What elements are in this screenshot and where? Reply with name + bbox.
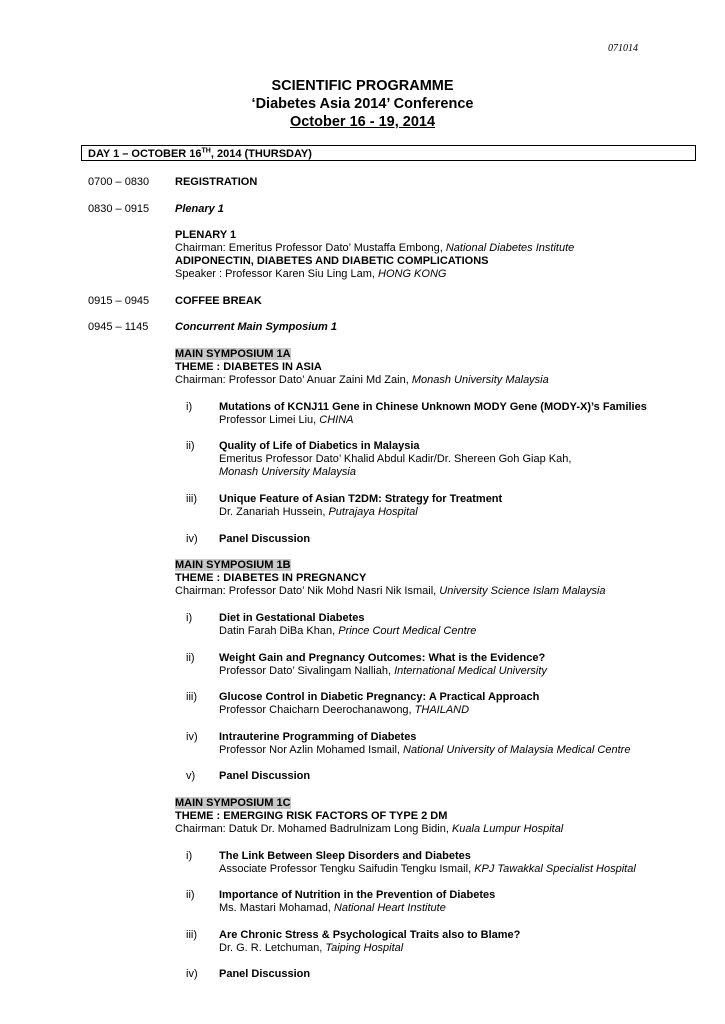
talk-title: Panel Discussion <box>219 968 311 980</box>
speaker-text: Ms. Mastari Mohamad, <box>219 902 334 914</box>
item-number: i) <box>186 401 193 413</box>
item-number: i) <box>186 612 193 624</box>
symposium-heading <box>175 348 291 360</box>
session-label: COFFEE BREAK <box>175 295 262 307</box>
day-prefix: DAY 1 – OCTOBER 16 <box>88 148 202 160</box>
talk-title: Diet in Gestational Diabetes <box>219 612 365 624</box>
day-header <box>81 145 696 161</box>
speaker-text: Speaker : Professor Karen Siu Ling Lam, <box>175 268 378 280</box>
session-label: Plenary 1 <box>175 203 224 215</box>
time-slot: 0700 – 0830 <box>88 176 150 188</box>
speaker-text: Associate Professor Tengku Saifudin Tengku Ismail, <box>219 863 475 875</box>
item-number: ii) <box>186 652 195 664</box>
speaker-institution: HONG KONG <box>378 268 447 280</box>
conference-name: ‘Diabetes Asia 2014’ Conference <box>251 96 474 112</box>
speaker-text: Professor Chaicharn Deerochanawong, <box>219 704 415 716</box>
plenary-topic: ADIPONECTIN, DIABETES AND DIABETIC COMPLICATIONS <box>175 255 489 267</box>
speaker-text: Professor Limei Liu, <box>219 414 320 426</box>
talk-title: Quality of Life of Diabetics in Malaysia <box>219 440 420 452</box>
speaker-institution: Monash University Malaysia <box>219 466 356 478</box>
speaker-institution: National Heart Institute <box>333 902 446 914</box>
item-number: iv) <box>186 533 198 545</box>
day-header-text <box>88 148 312 160</box>
chair-text: Chairman: Professor Dato’ Nik Mohd Nasri Nik Ismail, <box>175 585 440 597</box>
conference-dates <box>0 114 725 130</box>
talk-title: Mutations of KCNJ11 Gene in Chinese Unknown MODY Gene (MODY-X)’s Families <box>219 401 647 413</box>
talk-speaker <box>219 625 476 637</box>
session-label: Concurrent Main Symposium 1 <box>175 321 337 333</box>
symposium-chairman <box>175 374 549 386</box>
day-sup: TH <box>201 147 211 155</box>
speaker-text: Datin Farah DiBa Khan, <box>219 625 339 637</box>
day-suffix: , 2014 (THURSDAY) <box>210 148 312 160</box>
symposium-heading <box>175 559 291 571</box>
chair-institution: University Science Islam Malaysia <box>439 585 606 597</box>
talk-title: Weight Gain and Pregnancy Outcomes: What is the Evidence? <box>219 652 546 664</box>
talk-speaker <box>219 414 354 426</box>
symposium-theme: THEME : EMERGING RISK FACTORS OF TYPE 2 DM <box>175 810 448 822</box>
symposium-heading-text: MAIN SYMPOSIUM 1A <box>175 348 291 360</box>
symposium-chairman <box>175 585 606 597</box>
speaker-text: Professor Nor Azlin Mohamed Ismail, <box>219 744 404 756</box>
speaker-text: Dr. G. R. Letchuman, <box>219 942 326 954</box>
document-id: 071014 <box>608 43 638 54</box>
item-number: iv) <box>186 968 198 980</box>
symposium-heading-text: MAIN SYMPOSIUM 1C <box>175 797 291 809</box>
page-title: SCIENTIFIC PROGRAMME <box>271 78 454 94</box>
talk-title: The Link Between Sleep Disorders and Diabetes <box>219 850 471 862</box>
plenary-speaker <box>175 268 446 280</box>
symposium-heading-text: MAIN SYMPOSIUM 1B <box>175 559 291 571</box>
plenary-chairman <box>175 242 574 254</box>
symposium-theme: THEME : DIABETES IN ASIA <box>175 361 322 373</box>
session-label: REGISTRATION <box>175 176 258 188</box>
symposium-chairman <box>175 823 563 835</box>
item-number: iii) <box>186 929 197 941</box>
chair-text: Chairman: Emeritus Professor Dato’ Mustaffa Embong, <box>175 242 446 254</box>
item-number: iii) <box>186 691 197 703</box>
speaker-institution: International Medical University <box>394 665 547 677</box>
symposium-theme: THEME : DIABETES IN PREGNANCY <box>175 572 367 584</box>
speaker-institution: THAILAND <box>414 704 470 716</box>
item-number: ii) <box>186 889 195 901</box>
talk-title: Intrauterine Programming of Diabetes <box>219 731 417 743</box>
talk-title: Unique Feature of Asian T2DM: Strategy for Treatment <box>219 493 503 505</box>
symposium-heading <box>175 797 291 809</box>
chair-institution: Monash University Malaysia <box>411 374 549 386</box>
talk-speaker <box>219 744 630 756</box>
item-number: iv) <box>186 731 198 743</box>
speaker-institution: CHINA <box>319 414 354 426</box>
plenary-heading: PLENARY 1 <box>175 229 237 241</box>
talk-speaker <box>219 902 446 914</box>
speaker-text: Dr. Zanariah Hussein, <box>219 506 329 518</box>
talk-title: Panel Discussion <box>219 533 311 545</box>
talk-speaker: Emeritus Professor Dato’ Khalid Abdul Kadir/Dr. Shereen Goh Giap Kah, <box>219 453 572 465</box>
talk-speaker <box>219 942 403 954</box>
item-number: ii) <box>186 440 195 452</box>
item-number: iii) <box>186 493 197 505</box>
talk-title: Panel Discussion <box>219 770 311 782</box>
chair-text: Chairman: Professor Dato’ Anuar Zaini Md Zain, <box>175 374 412 386</box>
speaker-institution: Taiping Hospital <box>325 942 404 954</box>
speaker-institution: Prince Court Medical Centre <box>338 625 477 637</box>
talk-speaker <box>219 506 418 518</box>
talk-speaker <box>219 704 469 716</box>
talk-speaker <box>219 665 547 677</box>
item-number: i) <box>186 850 193 862</box>
chair-text: Chairman: Datuk Dr. Mohamed Badrulnizam Long Bidin, <box>175 823 452 835</box>
talk-speaker <box>219 863 636 875</box>
speaker-institution: Putrajaya Hospital <box>328 506 418 518</box>
time-slot: 0945 – 1145 <box>88 321 149 333</box>
time-slot: 0915 – 0945 <box>88 295 150 307</box>
conference-dates-text: October 16 - 19, 2014 <box>289 114 436 130</box>
speaker-text: Professor Dato’ Sivalingam Nalliah, <box>219 665 395 677</box>
time-slot: 0830 – 0915 <box>88 203 150 215</box>
chair-institution: Kuala Lumpur Hospital <box>451 823 564 835</box>
talk-title: Importance of Nutrition in the Prevention of Diabetes <box>219 889 496 901</box>
talk-title: Are Chronic Stress & Psychological Traits also to Blame? <box>219 929 521 941</box>
item-number: v) <box>186 770 196 782</box>
speaker-institution: KPJ Tawakkal Specialist Hospital <box>474 863 636 875</box>
chair-institution: National Diabetes Institute <box>445 242 575 254</box>
speaker-institution: National University of Malaysia Medical Centre <box>403 744 631 756</box>
talk-title: Glucose Control in Diabetic Pregnancy: A Practical Approach <box>219 691 540 703</box>
